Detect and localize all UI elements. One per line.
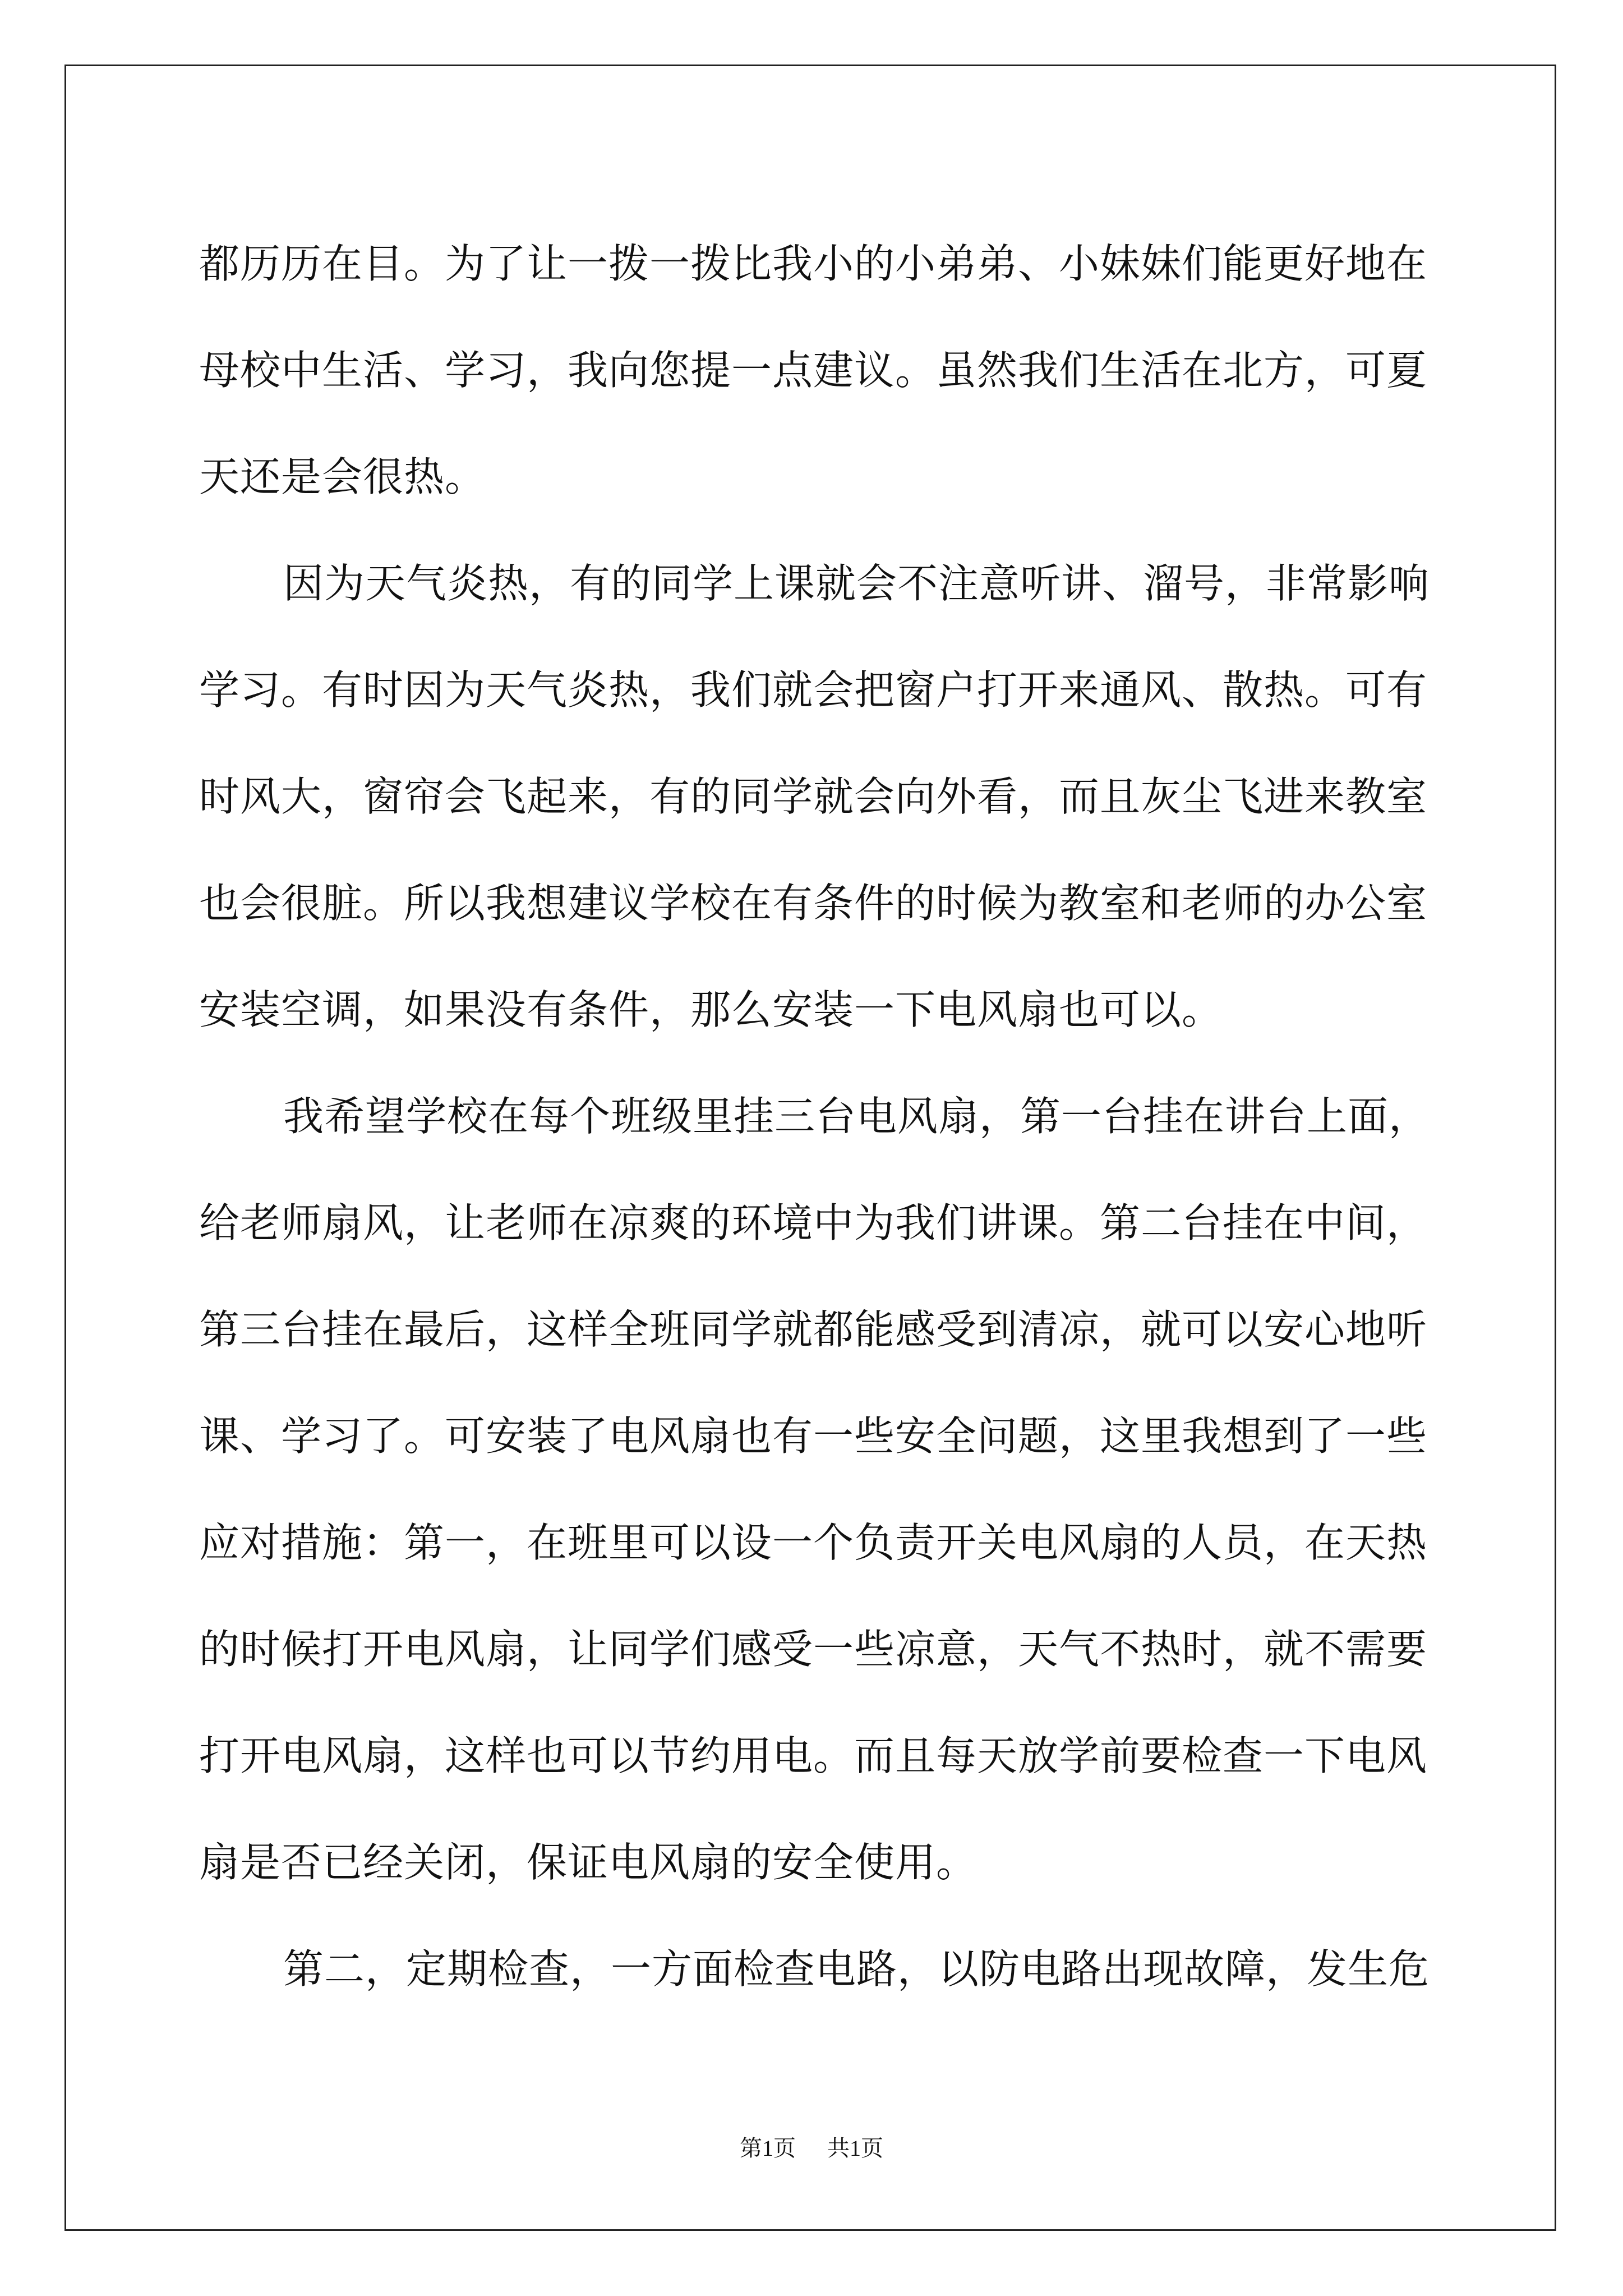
text-line: 都历历在目。为了让一拨一拨比我小的小弟弟、小妹妹们能更好地在 [199,240,1428,287]
page-total: 共1页 [827,2136,883,2161]
text-line: 的时候打开电风扇，让同学们感受一些凉意，天气不热时，就不需要 [199,1626,1428,1673]
text-line: 因为天气炎热，有的同学上课就会不注意听讲、溜号，非常影响 [283,560,1430,607]
text-line: 打开电风扇，这样也可以节约用电。而且每天放学前要检查一下电风 [199,1732,1428,1779]
text-line: 第三台挂在最后，这样全班同学就都能感受到清凉，就可以安心地听 [199,1306,1428,1353]
text-line: 也会很脏。所以我想建议学校在有条件的时候为教室和老师的办公室 [199,880,1428,927]
text-line: 母校中生活、学习，我向您提一点建议。虽然我们生活在北方，可夏 [199,347,1428,394]
page-number: 第1页 [740,2136,796,2161]
text-line: 安装空调，如果没有条件，那么安装一下电风扇也可以。 [199,986,1223,1033]
page-footer [0,2132,1623,2165]
text-line: 课、学习了。可安装了电风扇也有一些安全问题，这里我想到了一些 [199,1412,1428,1460]
text-line: 第二，定期检查，一方面检查电路，以防电路出现故障，发生危 [283,1945,1430,1993]
text-line: 学习。有时因为天气炎热，我们就会把窗户打开来通风、散热。可有 [199,666,1428,714]
text-line: 扇是否已经关闭，保证电风扇的安全使用。 [199,1839,978,1886]
text-line: 我希望学校在每个班级里挂三台电风扇，第一台挂在讲台上面， [283,1093,1430,1140]
text-line: 应对措施：第一，在班里可以设一个负责开关电风扇的人员，在天热 [199,1519,1428,1566]
text-line: 时风大，窗帘会飞起来，有的同学就会向外看，而且灰尘飞进来教室 [199,773,1428,820]
text-line: 天还是会很热。 [199,453,486,500]
text-line: 给老师扇风，让老师在凉爽的环境中为我们讲课。第二台挂在中间， [199,1199,1428,1246]
document-body [199,210,1430,2022]
